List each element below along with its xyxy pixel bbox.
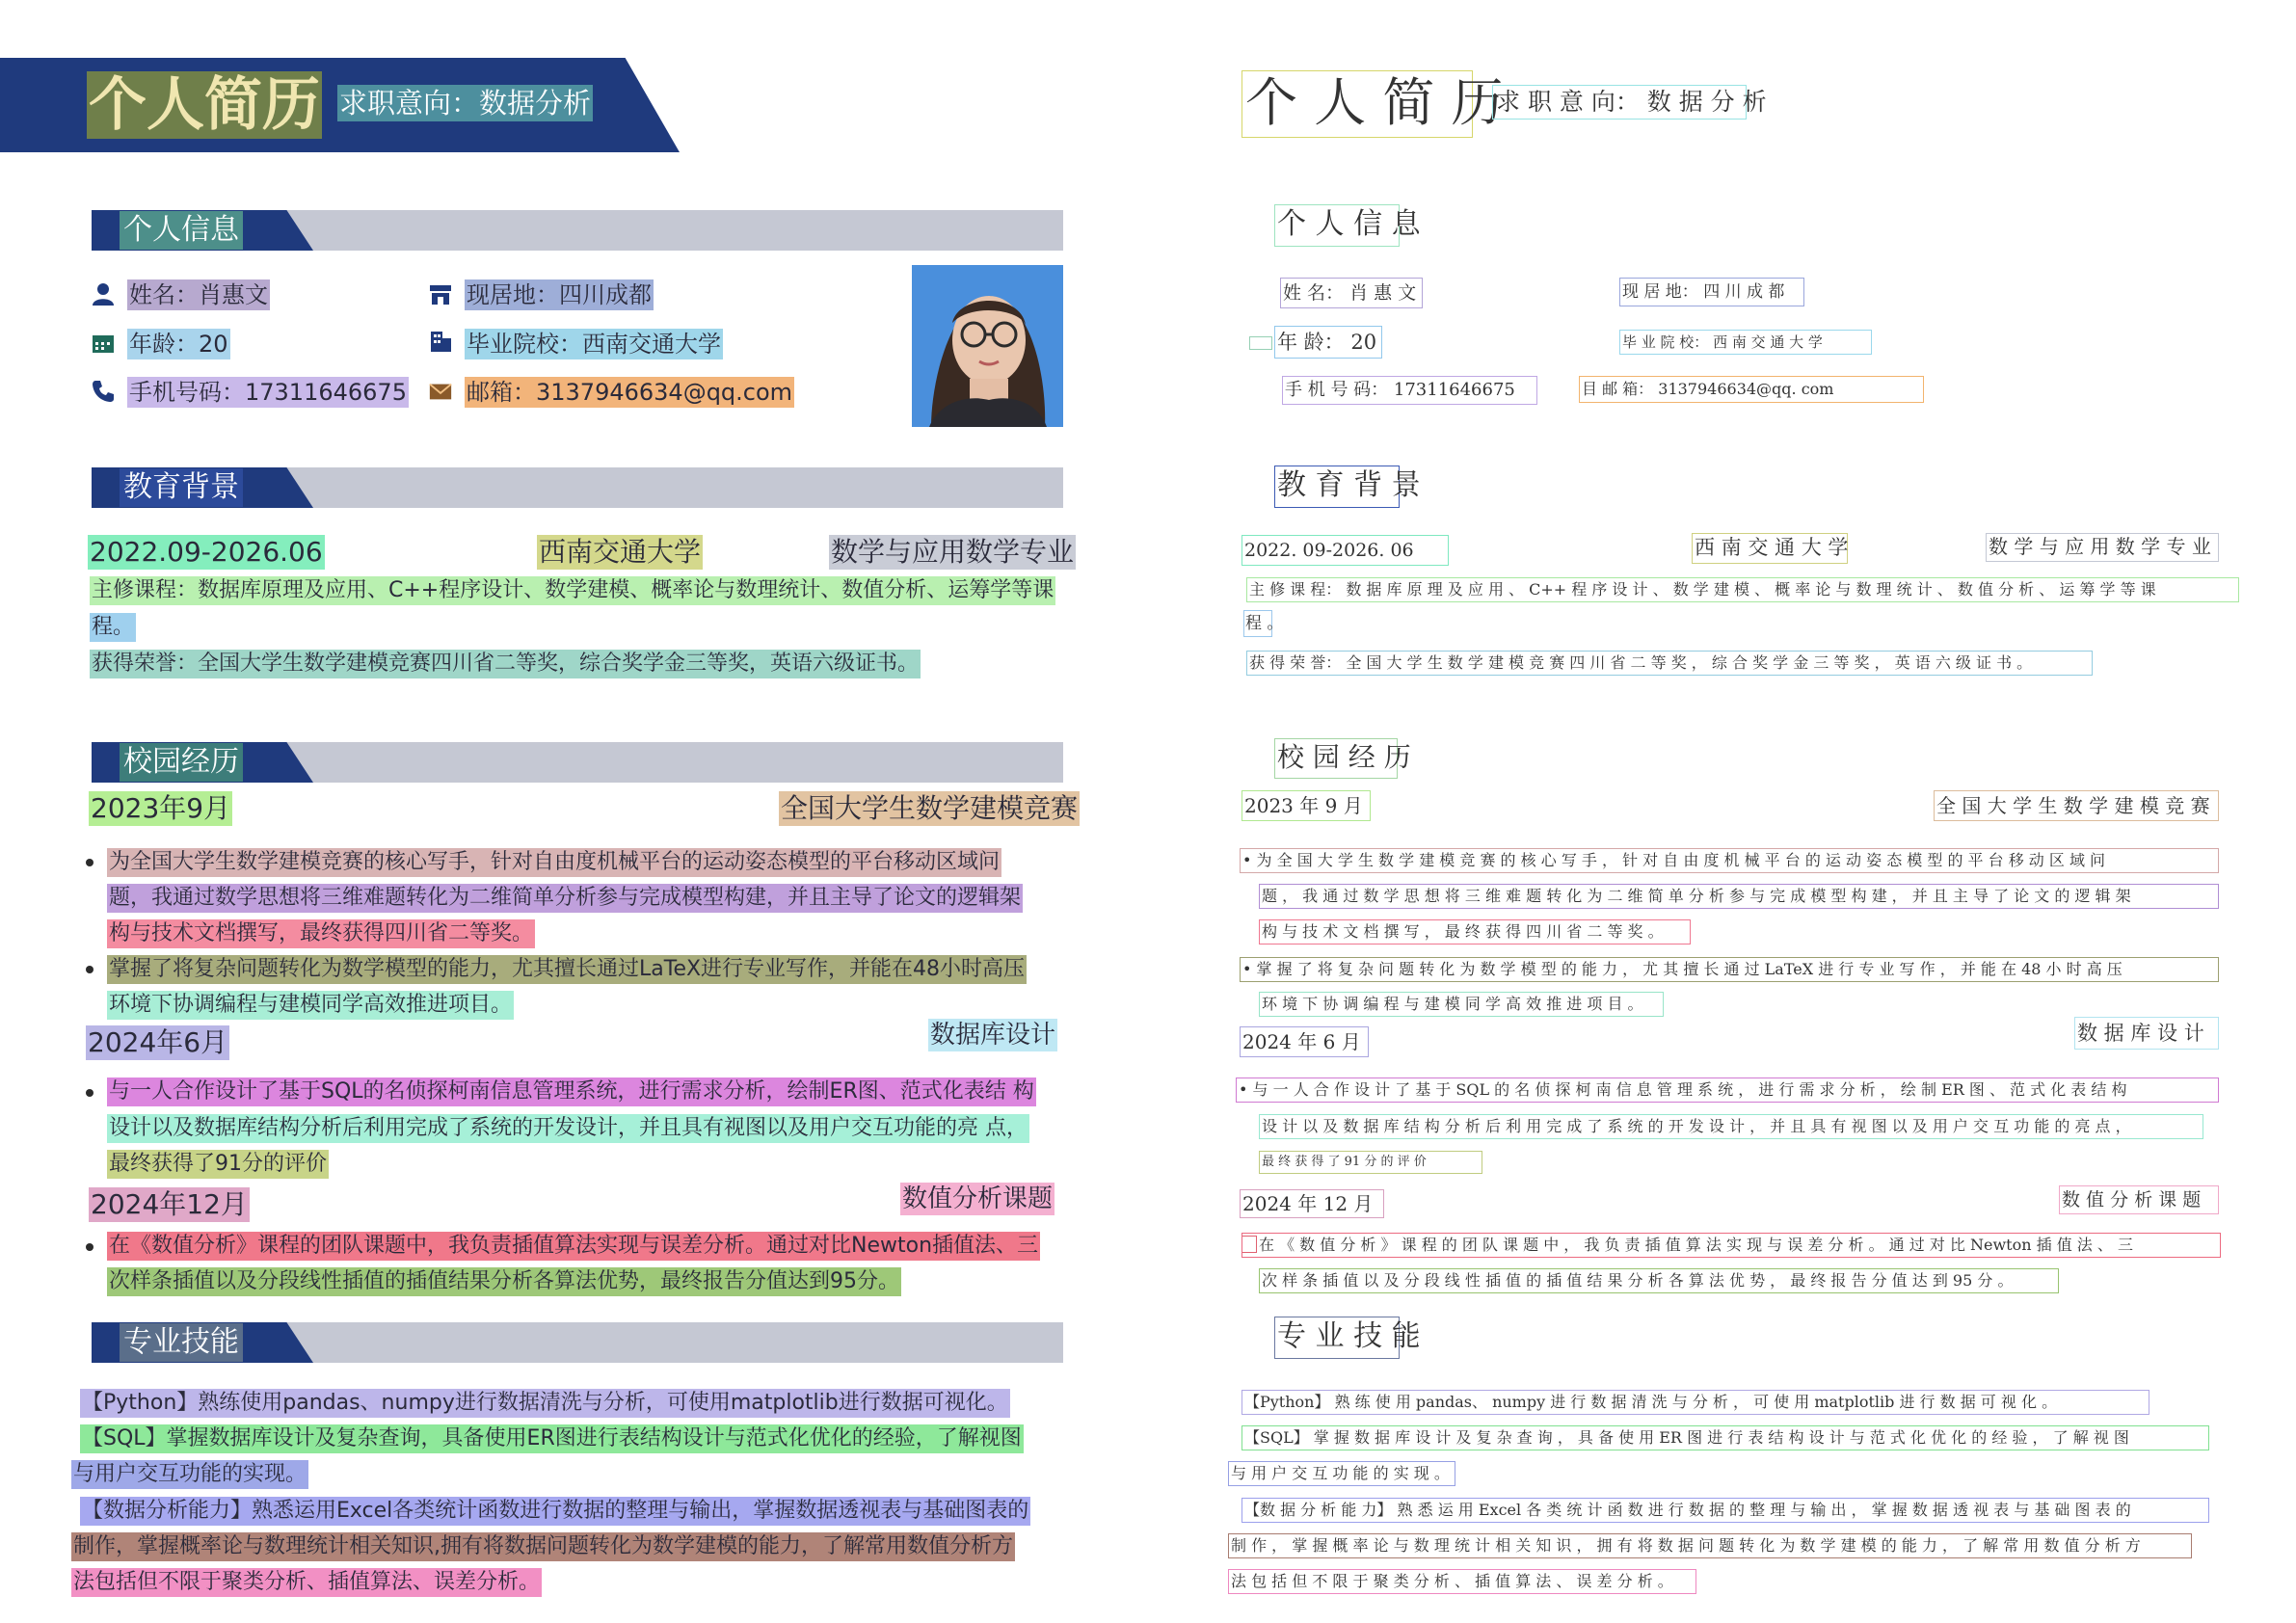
section-title-edu: 教育背景 xyxy=(120,468,243,507)
r-e1-title: 全 国 大 学 生 数 学 建 模 竞 赛 xyxy=(1936,794,2210,817)
edu-courses-line1: 主修课程：数据库原理及应用、C++程序设计、数学建模、概率论与数理统计、数值分析、运筹学等课 xyxy=(90,576,1055,605)
info-name: 姓名：肖惠文 xyxy=(129,281,268,308)
info-email: 邮箱：3137946634@qq.com xyxy=(467,379,793,406)
campus-e1-b1-line1: 为全国大学生数学建模竞赛的核心写手，针对自由度机械平台的运动姿态模型的平台移动区域问 xyxy=(107,848,1001,877)
r-e3-date: 2024 年 12 月 xyxy=(1242,1192,1374,1215)
r-section-campus: 校 园 经 历 xyxy=(1277,741,1411,773)
r-skill-sql-line1: 【SQL】 掌 握 数 据 库 设 计 及 复 杂 查 询 ， 具 备 使 用 ER 图 进 行 表 结 构 设 计 与 范 式 化 优 化 的 经 验 ， 了 解 视 图 xyxy=(1244,1428,2129,1447)
r-skill-python: 【Python】 熟 练 使 用 pandas、 numpy 进 行 数 据 清 洗 与 分 析 ， 可 使 用 matplotlib 进 行 数 据 可 视 化 。 xyxy=(1244,1393,2058,1411)
info-location: 现居地：四川成都 xyxy=(467,281,652,308)
r-age: 年 龄： 20 xyxy=(1277,331,1377,354)
r-e2-b1-line2: 设 计 以 及 数 据 库 结 构 分 析 后 利 用 完 成 了 系 统 的 开 发 设 计 ， 并 且 具 有 视 图 以 及 用 户 交 互 功 能 的 亮 点 ， xyxy=(1262,1117,2131,1135)
edu-period: 2022.09-2026.06 xyxy=(90,536,323,568)
edu-honors: 获得荣誉：全国大学生数学建模竞赛四川省二等奖，综合奖学金三等奖，英语六级证书。 xyxy=(90,650,921,678)
edu-university: 西南交通大学 xyxy=(539,536,702,568)
r-honors: 获 得 荣 誉： 全 国 大 学 生 数 学 建 模 竞 赛 四 川 省 二 等 奖 ， 综 合 奖 学 金 三 等 奖 ， 英 语 六 级 证 书 。 xyxy=(1249,653,2033,672)
r-e3-b1-line1: 在 《 数 值 分 析 》 课 程 的 团 队 课 题 中 ， 我 负 责 插 值 算 法 实 现 与 误 差 分 析 。 通 过 对 比 Newton 插 值 法 、 三 xyxy=(1259,1236,2133,1254)
r-e2-b1-line1: • 与 一 人 合 作 设 计 了 基 于 SQL 的 名 侦 探 柯 南 信 息 管 理 系 统 ， 进 行 需 求 分 析 ， 绘 制 ER 图 、 范 式 化 表 结 构 xyxy=(1239,1080,2127,1099)
r-age-marker xyxy=(1249,336,1272,350)
skill-analysis-line3: 法包括但不限于聚类分析、插值算法、误差分析。 xyxy=(71,1568,542,1597)
bullet-e1-2 xyxy=(86,966,93,973)
r-e1-date: 2023 年 9 月 xyxy=(1244,794,1363,817)
edu-courses-line2: 程。 xyxy=(90,613,136,642)
r-skill-sql-line2: 与 用 户 交 互 功 能 的 实 现 。 xyxy=(1231,1464,1450,1482)
campus-e2-date: 2024年6月 xyxy=(88,1026,228,1058)
profile-photo xyxy=(912,265,1063,427)
home-icon xyxy=(428,281,453,306)
page-title: 个人简历 xyxy=(89,71,320,139)
building-icon xyxy=(428,329,453,354)
person-icon xyxy=(91,281,116,306)
mail-icon xyxy=(428,379,453,404)
info-school: 毕业院校：西南交通大学 xyxy=(467,331,721,358)
phone-icon xyxy=(91,379,116,404)
r-skill-analysis-line3: 法 包 括 但 不 限 于 聚 类 分 析 、 插 值 算 法 、 误 差 分 析 。 xyxy=(1231,1572,1673,1590)
r-section-info: 个 人 信 息 xyxy=(1277,207,1421,241)
section-title-info: 个人信息 xyxy=(120,211,243,250)
r-e2-title: 数 据 库 设 计 xyxy=(2077,1022,2204,1045)
skill-sql-line2: 与用户交互功能的实现。 xyxy=(71,1460,308,1489)
r-school: 毕 业 院 校： 西 南 交 通 大 学 xyxy=(1622,333,1823,351)
campus-e1-b1-line3: 构与技术文档撰写，最终获得四川省二等奖。 xyxy=(107,919,535,948)
r-location: 现 居 地： 四 川 成 都 xyxy=(1622,282,1785,302)
r-major: 数 学 与 应 用 数 学 专 业 xyxy=(1989,535,2211,558)
r-section-skills: 专 业 技 能 xyxy=(1277,1319,1421,1353)
r-university: 西 南 交 通 大 学 xyxy=(1695,536,1849,559)
campus-e3-title: 数值分析课题 xyxy=(902,1184,1054,1213)
r-period: 2022. 09-2026. 06 xyxy=(1244,540,1414,561)
skill-python: 【Python】熟练使用pandas、numpy进行数据清洗与分析，可使用matplotlib进行数据可视化。 xyxy=(80,1389,1010,1418)
campus-e1-date: 2023年9月 xyxy=(91,792,231,824)
calendar-icon xyxy=(91,331,116,356)
info-age: 年龄：20 xyxy=(129,331,228,358)
campus-e2-b1-line1: 与一人合作设计了基于SQL的名侦探柯南信息管理系统，进行需求分析，绘制ER图、范式化表结 构 xyxy=(107,1078,1036,1106)
campus-e2-b1-line3: 最终获得了91分的评价 xyxy=(107,1150,329,1179)
r-section-edu: 教 育 背 景 xyxy=(1277,468,1421,502)
r-e1-b2-line2: 环 境 下 协 调 编 程 与 建 模 同 学 高 效 推 进 项 目 。 xyxy=(1262,995,1643,1013)
campus-e2-title: 数据库设计 xyxy=(930,1021,1056,1050)
bullet-e2-1 xyxy=(86,1089,93,1097)
r-e1-b1-line3: 构 与 技 术 文 档 撰 写 ， 最 终 获 得 四 川 省 二 等 奖 。 xyxy=(1262,922,1664,941)
bullet-e1-1 xyxy=(86,859,93,866)
campus-e2-b1-line2: 设计以及数据库结构分析后利用完成了系统的开发设计，并且具有视图以及用户交互功能的亮 点， xyxy=(107,1114,1029,1143)
campus-e3-date: 2024年12月 xyxy=(91,1188,248,1220)
r-phone: 手 机 号 码： 17311646675 xyxy=(1285,380,1515,400)
r-skill-analysis-line1: 【数 据 分 析 能 力】 熟 悉 运 用 Excel 各 类 统 计 函 数 进 行 数 据 的 整 理 与 输 出 ， 掌 握 数 据 透 视 表 与 基 础 图 表 的 xyxy=(1244,1501,2131,1519)
skill-sql-line1: 【SQL】掌握数据库设计及复杂查询，具备使用ER图进行表结构设计与范式化优化的经验，了解视图 xyxy=(80,1424,1024,1453)
r-e2-date: 2024 年 6 月 xyxy=(1242,1030,1361,1053)
campus-e1-b2-line2: 环境下协调编程与建模同学高效推进项目。 xyxy=(107,991,514,1020)
r-e1-b2-line1: • 掌 握 了 将 复 杂 问 题 转 化 为 数 学 模 型 的 能 力 ， 尤 其 擅 长 通 过 LaTeX 进 行 专 业 写 作 ， 并 能 在 48 小 时 高 压 xyxy=(1242,960,2122,978)
edu-major: 数学与应用数学专业 xyxy=(831,536,1075,568)
skill-analysis-line1: 【数据分析能力】熟悉运用Excel各类统计函数进行数据的整理与输出，掌握数据透视表与基础图表的 xyxy=(80,1497,1030,1526)
r-title: 个 人 简 历 xyxy=(1245,72,1504,133)
bullet-e3-1 xyxy=(86,1243,93,1251)
skill-analysis-line2: 制作，掌握概率论与数理统计相关知识,拥有将数据问题转化为数学建模的能力，了解常用数值分析方 xyxy=(71,1532,1015,1561)
info-phone: 手机号码：17311646675 xyxy=(129,379,407,406)
r-e3-title: 数 值 分 析 课 题 xyxy=(2062,1189,2202,1211)
campus-e1-b2-line1: 掌握了将复杂问题转化为数学模型的能力，尤其擅长通过LaTeX进行专业写作，并能在48小时高压 xyxy=(107,955,1027,984)
r-e1-b1-line2: 题 ， 我 通 过 数 学 思 想 将 三 维 难 题 转 化 为 二 维 简 单 分 析 参 与 完 成 模 型 构 建 ， 并 且 主 导 了 论 文 的 逻 辑 架 xyxy=(1262,887,2131,905)
campus-e3-b1-line2: 次样条插值以及分段线性插值的插值结果分析各算法优势，最终报告分值达到95分。 xyxy=(107,1267,901,1296)
r-e1-b1-line1: • 为 全 国 大 学 生 数 学 建 模 竞 赛 的 核 心 写 手 ， 针 对 自 由 度 机 械 平 台 的 运 动 姿 态 模 型 的 平 台 移 动 区 域 问 xyxy=(1242,851,2106,869)
r-intent: 求 职 意 向： 数 据 分 析 xyxy=(1496,88,1767,116)
r-e3-b1-line2: 次 样 条 插 值 以 及 分 段 线 性 插 值 的 插 值 结 果 分 析 各 算 法 优 势 ， 最 终 报 告 分 值 达 到 95 分 。 xyxy=(1262,1271,2014,1290)
section-title-skills: 专业技能 xyxy=(120,1323,243,1362)
r-email: 目 邮 箱： 3137946634@qq. com xyxy=(1582,380,1834,398)
r-courses-line1: 主 修 课 程： 数 据 库 原 理 及 应 用 、 C++ 程 序 设 计 、 数 学 建 模 、 概 率 论 与 数 理 统 计 、 数 值 分 析 、 运 筹 学 等 课 xyxy=(1249,580,2156,599)
r-name: 姓 名： 肖 惠 文 xyxy=(1283,282,1417,304)
r-skill-analysis-line2: 制 作 ， 掌 握 概 率 论 与 数 理 统 计 相 关 知 识 ， 拥 有 将 数 据 问 题 转 化 为 数 学 建 模 的 能 力 ， 了 解 常 用 数 值 分 析 方 xyxy=(1231,1536,2141,1555)
campus-e1-title: 全国大学生数学建模竞赛 xyxy=(781,792,1079,824)
section-title-campus: 校园经历 xyxy=(120,743,243,782)
job-intent: 求职意向：数据分析 xyxy=(339,87,592,120)
r-courses-line2: 程 。 xyxy=(1245,614,1284,633)
campus-e3-b1-line1: 在《数值分析》课程的团队课题中，我负责插值算法实现与误差分析。通过对比Newton插值法、三 xyxy=(107,1232,1040,1261)
campus-e1-b1-line2: 题，我通过数学思想将三维难题转化为二维简单分析参与完成模型构建，并且主导了论文的逻辑架 xyxy=(107,884,1023,913)
r-e2-b1-line3: 最 终 获 得 了 91 分 的 评 价 xyxy=(1262,1155,1427,1169)
